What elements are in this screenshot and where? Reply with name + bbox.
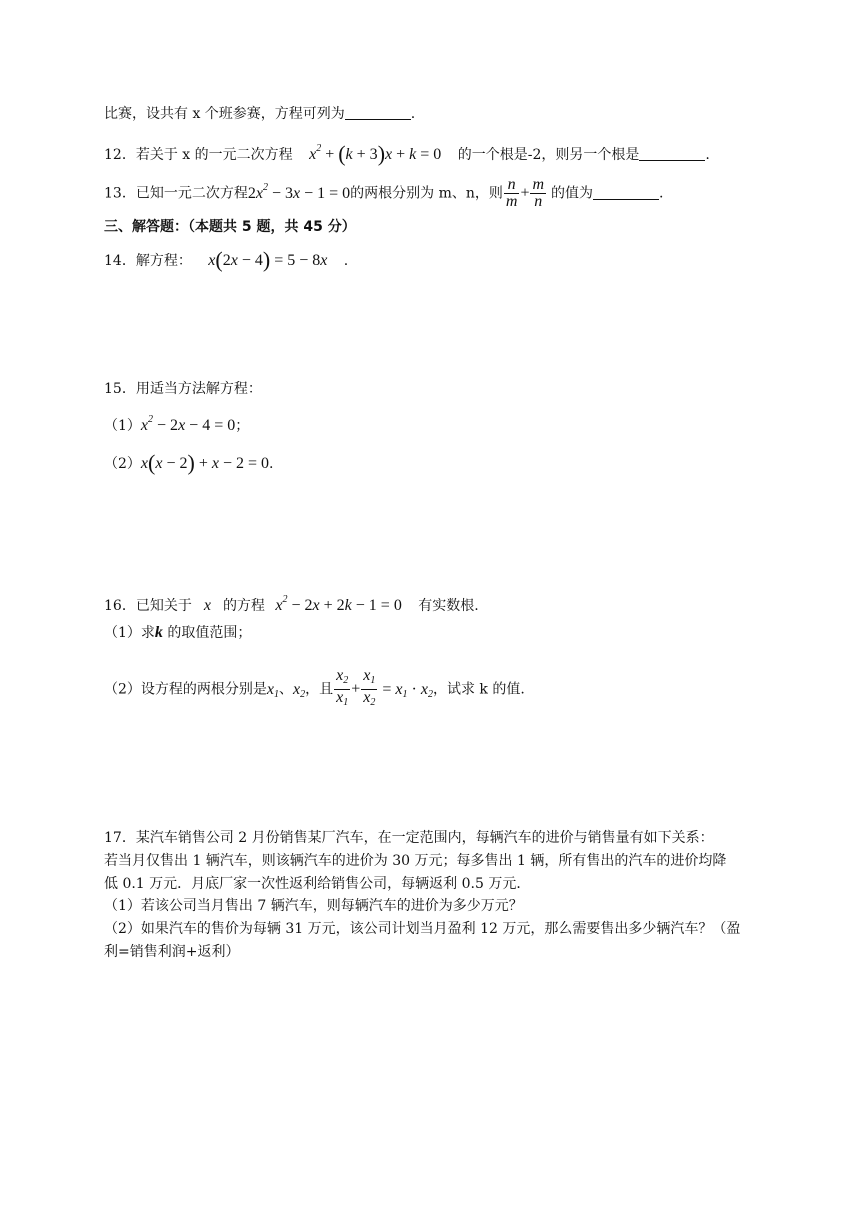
question-17-line-2: 若当月仅售出 1 辆汽车，则该辆汽车的进价为 30 万元；每多售出 1 辆，所有售出的汽车的进价均降 — [104, 853, 727, 869]
section-heading: 三、解答题：（本题共 5 题，共 45 分） — [104, 219, 356, 235]
equation: $x^2 - 2x + 2k - 1 = 0$ — [275, 594, 402, 614]
question-16: 16．已知关于 x 的方程 $x^2 - 2x + 2k - 1 = 0$ 有实数根. — [104, 594, 479, 614]
fraction-m-over-n: $\frac{m}{n}$ — [532, 176, 545, 210]
equation: x(x − 2) + x − 2 = 0 — [140, 450, 270, 475]
question-12: 12．若关于 x 的一元二次方程 $x^2 + (k + 3)x + k = 0$ 的一个根是-2，则另一个根是 . — [104, 141, 710, 166]
question-16-part-1: （1）求k 的取值范围； — [104, 624, 252, 641]
answer-blank — [593, 185, 659, 200]
equation: $x^2 - 2x - 4 = 0$ — [140, 414, 236, 434]
question-17-part-2-cont: 利=销售利润+返利） — [104, 944, 240, 960]
question-16-part-2: （2）设方程的两根分别是$x_1$、$x_2$，且 $\frac{x_2}{x_1}$ + $\frac{x_1}{x_2}$ = $x_1 \cdot x_2$，试求 k 的值. — [104, 668, 525, 711]
question-17-line-1: 17．某汽车销售公司 2 月份销售某厂汽车，在一定范围内，每辆汽车的进价与销售量有如下关系： — [104, 830, 714, 846]
question-17-part-1: （1）若该公司当月售出 7 辆汽车，则每辆汽车的进价为多少万元？ — [104, 898, 523, 914]
answer-blank — [639, 146, 705, 161]
fraction-x1-over-x2: $\frac{x_1}{x_2}$ — [363, 667, 376, 708]
question-15-part-1: $(1)x^2 - 2x - 4 = 0$； — [104, 414, 250, 434]
equation: x(2x − 4) = 5 − 8x — [208, 247, 328, 272]
equation: $2x^2 - 3x - 1 = 0$ — [247, 181, 351, 202]
fraction-n-over-m: $\frac{n}{m}$ — [505, 176, 518, 210]
equation: $x^2 + (k + 3)x + k = 0$ — [309, 141, 442, 166]
question-14: 14．解方程： x(2x − 4) = 5 − 8x . — [104, 247, 349, 272]
fraction-x2-over-x1: $\frac{x_2}{x_1}$ — [336, 667, 349, 708]
question-17-part-2: （2）如果汽车的售价为每辆 31 万元，该公司计划当月盈利 12 万元，那么需要售出多少辆汽车？（盈 — [104, 921, 741, 937]
question-17-line-3: 低 0.1 万元．月底厂家一次性返利给销售公司，每辆返利 0.5 万元． — [104, 876, 531, 892]
question-11: 比赛，设共有 x 个班参赛，方程可列为 . — [104, 106, 416, 122]
answer-blank — [345, 105, 411, 120]
question-15-part-2: （2）x(x − 2) + x − 2 = 0. — [104, 450, 274, 475]
question-15: 15．用适当方法解方程： — [104, 381, 262, 397]
question-13: 13．已知一元二次方程$2x^2 - 3x - 1 = 0$的两根分别为 m、n，则 $\frac{n}{m}$ + $\frac{m}{n}$ 的值为 . — [104, 176, 664, 210]
